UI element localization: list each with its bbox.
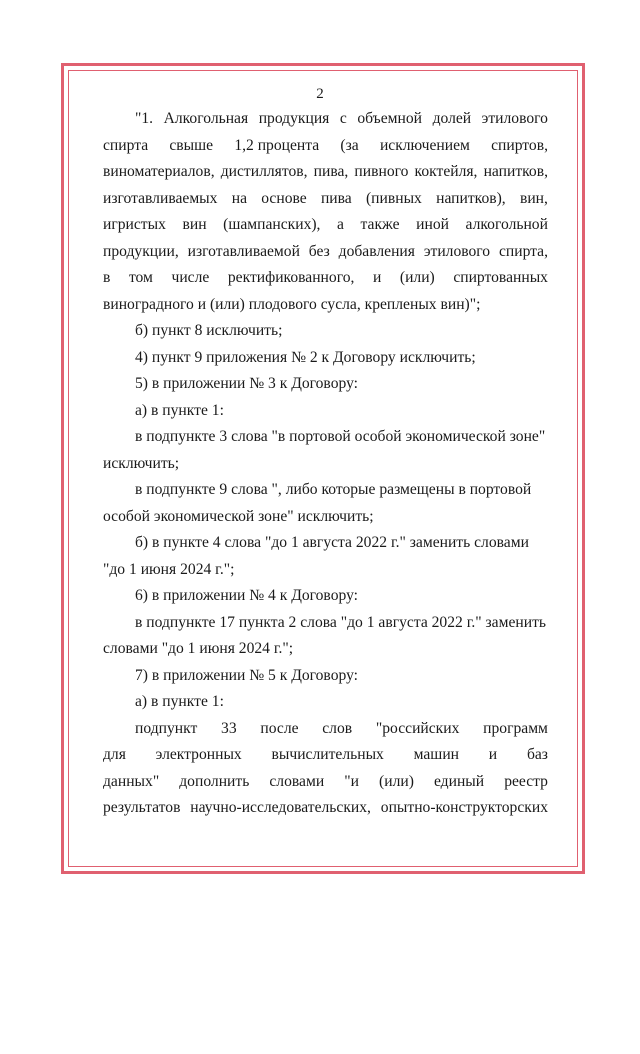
word: на <box>231 189 247 207</box>
word: изготавливаемых <box>103 189 218 207</box>
word: (или) <box>379 772 414 790</box>
paragraph-line <box>103 133 548 160</box>
word: числе <box>171 269 210 286</box>
word: напитков), <box>436 189 506 207</box>
word: этилового <box>481 110 548 127</box>
word: (шампанских), <box>223 216 321 233</box>
word: пива, <box>313 163 349 180</box>
paragraph-line <box>103 795 548 822</box>
paragraph-line: б) пункт 8 исключить; <box>135 322 283 339</box>
word: спиртов, <box>491 136 548 154</box>
word: баз <box>526 746 548 763</box>
word: исключением <box>379 136 470 154</box>
word: продукции, <box>103 242 179 260</box>
word: подпункт <box>135 719 198 737</box>
word: (пивных <box>365 189 422 207</box>
word: данных" <box>103 772 160 790</box>
paragraph-line: 7) в приложении № 5 к Договору: <box>135 666 359 684</box>
paragraph-line: 5) в приложении № 3 к Договору: <box>135 375 359 392</box>
word: иной <box>416 216 449 233</box>
word: также <box>360 216 400 233</box>
word: том <box>128 269 153 286</box>
paragraph-line: а) в пункте 1: <box>135 693 224 710</box>
paragraph-line: исключить; <box>103 454 180 472</box>
paragraph-line <box>103 239 548 266</box>
word: "российских <box>375 719 460 737</box>
word: реестр <box>504 772 548 790</box>
paragraph-line <box>103 106 548 133</box>
paragraph-line: в подпункте 3 слова "в портовой особой экономической зоне" <box>135 428 546 445</box>
word: основе <box>261 189 307 207</box>
word: спирта <box>103 136 149 154</box>
word: напитков, <box>483 163 548 180</box>
word: дистиллятов, <box>220 163 308 180</box>
word: игристых <box>103 216 166 233</box>
word: "1. <box>135 110 154 127</box>
word: вин <box>182 216 207 233</box>
word: с <box>339 110 347 127</box>
word: словами <box>269 772 325 790</box>
paragraph-line <box>103 769 548 796</box>
word: добавления <box>338 242 415 260</box>
word: опытно-конструкторских <box>380 799 548 816</box>
word: "и <box>344 772 359 790</box>
paragraph-line: в подпункте 17 пункта 2 слова "до 1 августа 2022 г." заменить <box>135 613 547 631</box>
word: (за <box>340 136 359 154</box>
word: и <box>488 746 498 763</box>
paragraph-line: "до 1 июня 2024 г."; <box>103 560 235 578</box>
paragraph-line <box>103 716 548 743</box>
paragraph-line: в подпункте 9 слова ", либо которые размещены в портовой <box>135 481 532 498</box>
word: машин <box>413 746 460 763</box>
paragraph-line <box>103 212 548 239</box>
paragraph-item-1 <box>103 106 548 292</box>
paragraph-line <box>103 159 548 186</box>
paragraph-item-tail <box>103 716 548 822</box>
word: алкогольной <box>465 216 548 233</box>
paragraph-line: словами "до 1 июня 2024 г."; <box>103 640 294 657</box>
word: единый <box>433 772 485 790</box>
word: дополнить <box>179 772 250 790</box>
word: объемной <box>357 110 423 127</box>
word: коктейля, <box>414 163 478 180</box>
paragraph-line <box>103 742 548 769</box>
word: спиртованных <box>453 269 548 286</box>
paragraph-line: 4) пункт 9 приложения № 2 к Договору исключить; <box>135 348 476 366</box>
word: свыше <box>169 136 214 154</box>
word: 1,2 процента <box>234 136 320 154</box>
word: и <box>372 269 382 286</box>
word: (или) <box>399 269 435 286</box>
word: изготавливаемой <box>187 242 300 260</box>
paragraph-line: 6) в приложении № 4 к Договору: <box>135 587 359 604</box>
word: после <box>260 719 299 737</box>
word: научно-исследовательских, <box>190 799 371 816</box>
word: слов <box>322 719 353 737</box>
word: Алкогольная <box>163 110 249 127</box>
document-body <box>103 106 548 822</box>
paragraph-line: б) в пункте 4 слова "до 1 августа 2022 г." заменить словами <box>135 534 529 551</box>
word: долей <box>432 110 472 127</box>
word: ректификованного, <box>227 269 355 286</box>
word: 33 <box>221 719 237 737</box>
paragraph-line: особой экономической зоне" исключить; <box>103 507 374 525</box>
word: вин, <box>519 189 548 207</box>
word: этилового <box>423 242 491 260</box>
word: программ <box>483 719 548 737</box>
word: результатов <box>103 799 181 816</box>
word: а <box>337 216 344 233</box>
word: спирта, <box>498 242 548 260</box>
word: вычислительных <box>271 746 384 763</box>
word: пива <box>320 189 352 207</box>
word: виноматериалов, <box>103 163 215 180</box>
paragraph-line <box>103 186 548 213</box>
word: без <box>308 242 330 260</box>
paragraph-line <box>103 265 548 292</box>
word: пивного <box>354 163 409 180</box>
word: продукция <box>258 110 330 127</box>
paragraph-line: а) в пункте 1: <box>135 401 224 419</box>
page-number: 2 <box>316 86 324 102</box>
paragraph-line: виноградного и (или) плодового сусла, крепленых вин)"; <box>103 295 481 313</box>
word: для <box>103 746 126 763</box>
word: в <box>103 269 111 286</box>
word: электронных <box>155 746 242 763</box>
